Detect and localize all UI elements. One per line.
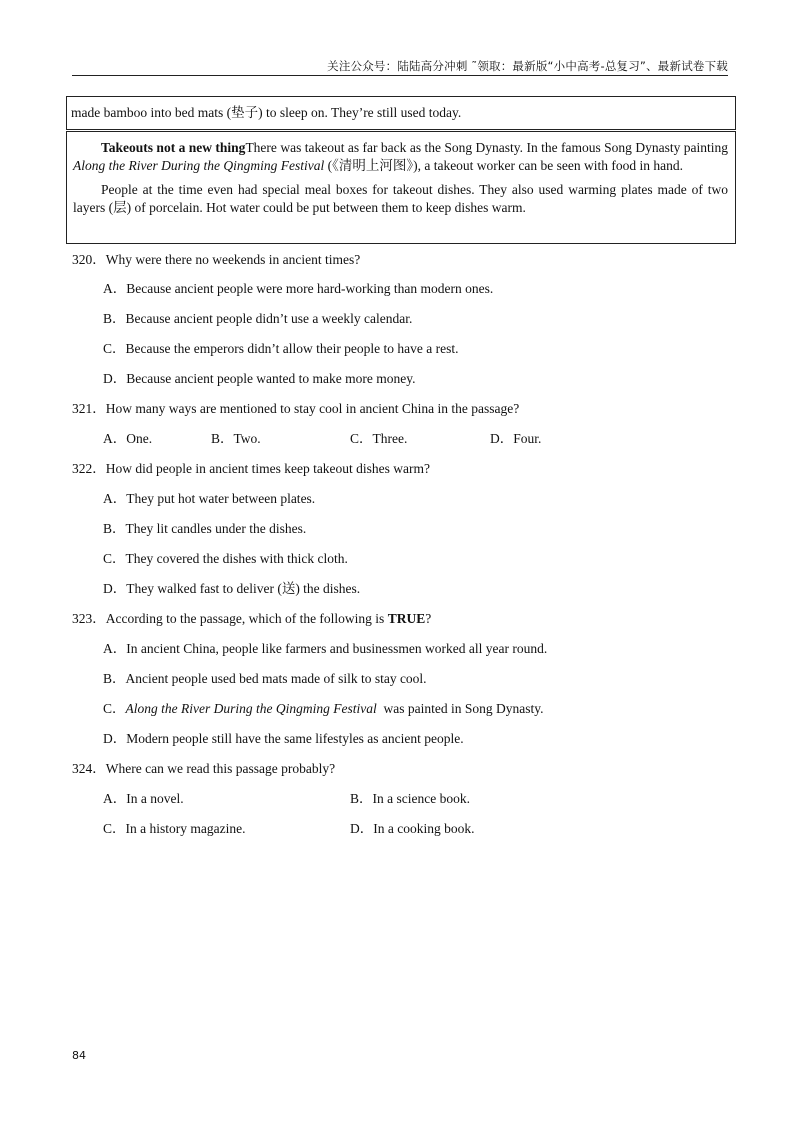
question-323: 323．According to the passage, which of the following is TRUE? <box>72 611 432 626</box>
option-320-b: B．Because ancient people didn’t use a weekly calendar. <box>103 311 413 326</box>
page-number: 84 <box>72 1049 86 1062</box>
option-321-b: B．Two. <box>211 431 261 446</box>
option-323-b: B．Ancient people used bed mats made of silk to stay cool. <box>103 671 427 686</box>
question-320: 320．Why were there no weekends in ancient times? <box>72 252 361 267</box>
option-323-d: D．Modern people still have the same lifestyles as ancient people. <box>103 731 464 746</box>
option-322-b: B．They lit candles under the dishes. <box>103 521 307 536</box>
question-322: 322．How did people in ancient times keep takeout dishes warm? <box>72 461 431 476</box>
option-324-c: C．In a history magazine. <box>103 821 246 836</box>
painting-title: Along the River During the Qingming Festival <box>125 701 377 716</box>
passage-continuation-box <box>66 96 736 130</box>
painting-title: Along the River During the Qingming Festival <box>73 158 325 173</box>
page-header: 关注公众号：陆陆高分冲刺 ˜领取：最新版“小中高考-总复习”、最新试卷下载 <box>327 59 728 73</box>
option-320-c: C．Because the emperors didn’t allow their people to have a rest. <box>103 341 459 356</box>
passage-section-paragraph-2: People at the time even had special meal boxes for takeout dishes. They also used warming plates made of two layers (层) of porcelain. Hot water could be put between them to keep dishes warm. <box>73 182 728 215</box>
option-321-c: C．Three. <box>350 431 408 446</box>
option-322-c: C．They covered the dishes with thick cloth. <box>103 551 348 566</box>
question-321: 321．How many ways are mentioned to stay cool in ancient China in the passage? <box>72 401 520 416</box>
header-divider <box>72 75 728 76</box>
passage-section-paragraph-1: Takeouts not a new thingThere was takeout as far back as the Song Dynasty. In the famous Song Dynasty painting Along the River During the Qingming Festival (《清明上河图》), a takeout worker can be seen with food in hand. <box>73 140 728 173</box>
option-323-c: C．Along the River During the Qingming Festival was painted in Song Dynasty. <box>103 701 544 716</box>
option-322-a: A．They put hot water between plates. <box>103 491 316 506</box>
option-321-a: A．One. <box>103 431 153 446</box>
option-324-a: A．In a novel. <box>103 791 184 806</box>
option-322-d: D．They walked fast to deliver (送) the dishes. <box>103 581 361 596</box>
option-323-a: A．In ancient China, people like farmers and businessmen worked all year round. <box>103 641 548 656</box>
option-320-a: A．Because ancient people were more hard-working than modern ones. <box>103 281 494 296</box>
question-324: 324．Where can we read this passage probably? <box>72 761 336 776</box>
passage-section-box <box>66 131 736 244</box>
option-320-d: D．Because ancient people wanted to make more money. <box>103 371 416 386</box>
section-title: Takeouts not a new thing <box>101 140 246 155</box>
option-324-b: B．In a science book. <box>350 791 470 806</box>
passage-continued-line: made bamboo into bed mats (垫子) to sleep on. They’re still used today. <box>71 105 462 120</box>
option-321-d: D．Four. <box>490 431 542 446</box>
option-324-d: D．In a cooking book. <box>350 821 475 836</box>
